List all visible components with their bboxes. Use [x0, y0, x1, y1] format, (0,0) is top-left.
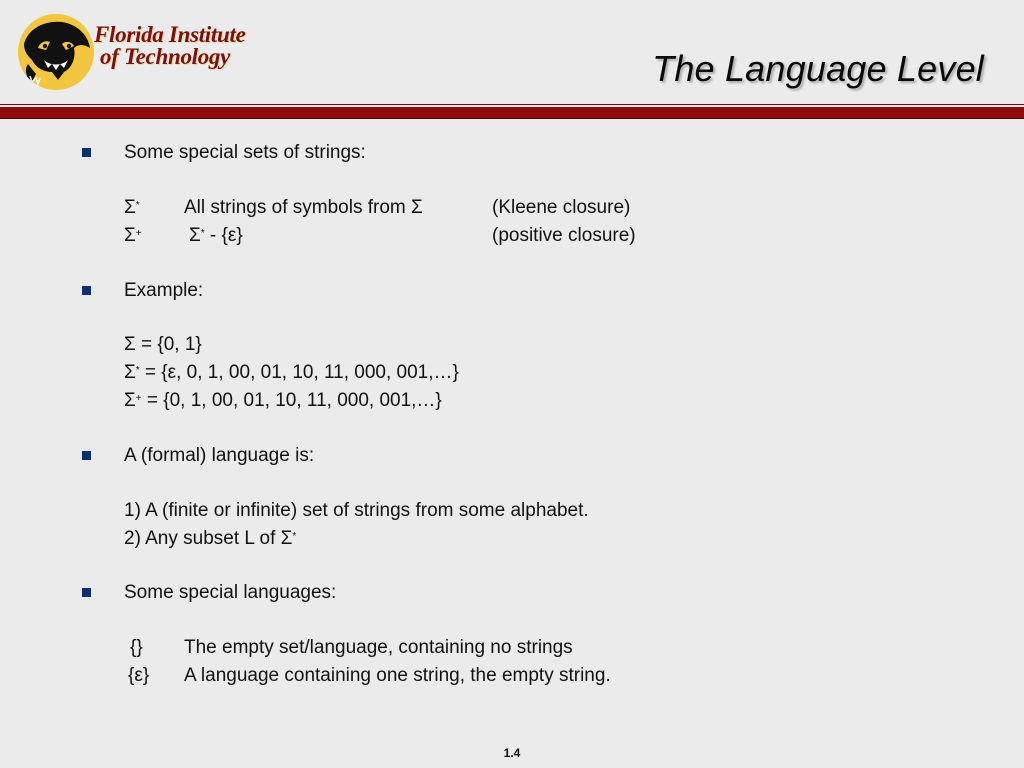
sigma-symbol: Σ: [189, 225, 201, 246]
positive-symbol: [124, 225, 142, 247]
section-2-heading: Example:: [124, 280, 204, 301]
example-kleene: [124, 362, 459, 384]
plus-superscript: +: [135, 393, 142, 404]
sigma-symbol: Σ: [124, 225, 136, 246]
positive-note: (positive closure): [492, 225, 636, 246]
empty-set-description: The empty set/language, containing no strings: [184, 637, 573, 658]
section-1-heading: Some special sets of strings:: [124, 142, 366, 163]
sigma-symbol: Σ: [124, 362, 136, 383]
example-alphabet: Σ = {0, 1}: [124, 334, 202, 355]
slide-title: The Language Level: [652, 48, 984, 89]
page-number: 1.4: [503, 746, 521, 760]
sigma-symbol: Σ: [124, 390, 136, 411]
section-3-heading: A (formal) language is:: [124, 445, 315, 466]
bullet-square-icon: [82, 451, 91, 460]
positive-set: = {0, 1, 00, 01, 10, 11, 000, 001,…}: [141, 390, 442, 411]
plus-superscript: +: [135, 228, 142, 239]
bullet-square-icon: [82, 588, 91, 597]
section-4-heading: Some special languages:: [124, 582, 337, 603]
definition-2-text: 2) Any subset L of Σ: [124, 528, 293, 549]
logo-line-2: of Technology: [100, 44, 231, 69]
star-superscript: *: [135, 200, 140, 211]
star-superscript: *: [135, 365, 140, 376]
epsilon-set-symbol: {ε}: [128, 665, 150, 686]
definition-1: 1) A (finite or infinite) set of strings from some alphabet.: [124, 500, 589, 521]
bullet-square-icon: [82, 286, 91, 295]
kleene-symbol: [124, 197, 140, 219]
kleene-note: (Kleene closure): [492, 197, 631, 218]
star-superscript: *: [292, 531, 297, 542]
minus-epsilon: - {ε}: [204, 225, 243, 246]
sigma-symbol: Σ: [124, 197, 136, 218]
star-superscript: *: [200, 228, 205, 239]
logo-line-1: Florida Institute: [94, 22, 246, 47]
kleene-set: = {ε, 0, 1, 00, 01, 10, 11, 000, 001,…}: [139, 362, 459, 383]
epsilon-set-description: A language containing one string, the empty string.: [184, 665, 611, 686]
definition-2: [124, 528, 296, 550]
empty-set-symbol: {}: [130, 637, 143, 658]
kleene-description: All strings of symbols from Σ: [184, 197, 423, 218]
positive-description: [189, 225, 243, 247]
bullet-square-icon: [82, 148, 91, 157]
example-positive: [124, 390, 442, 412]
